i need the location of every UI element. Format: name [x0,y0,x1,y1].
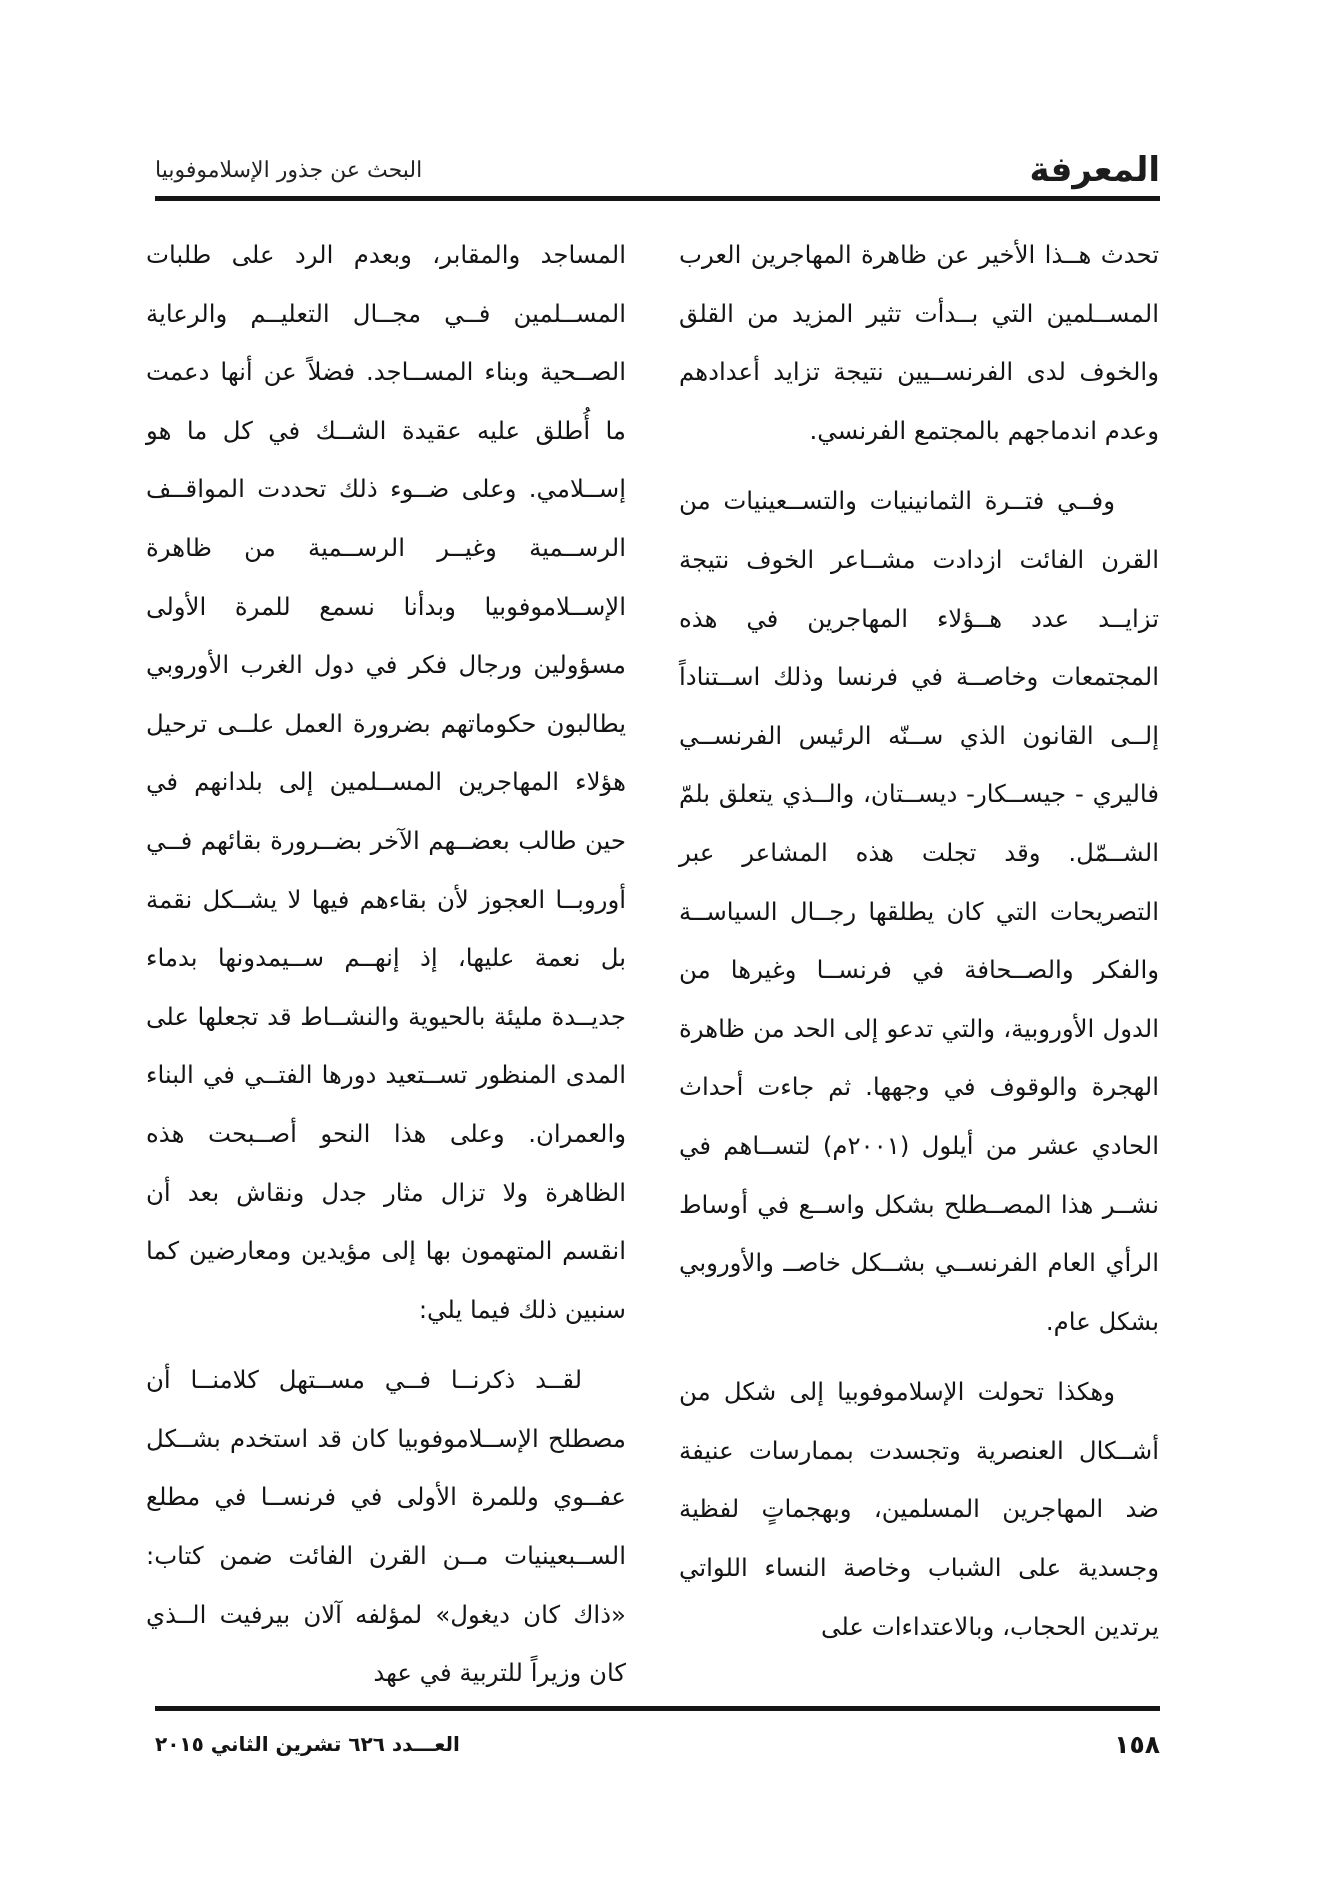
header-rule [155,196,1160,201]
paragraph: لقــد ذكرنــا فــي مســتهل كلامنــا أن مصطلح الإســلاموفوبيا كان قد استخدم بشــكل عفــوي وللمرة الأولى في فرنســا في مطلع الســبعينيات مــن القرن الفائت ضمن كتاب: «ذاك كان ديغول» لمؤلفه آلان بيرفيت الــذي كان وزيراً للتربية في عهد [146,1365,626,1688]
paragraph: تحدث هــذا الأخير عن ظاهرة المهاجرين العرب المســلمين التي بــدأت تثير المزيد من القلق والخوف لدى الفرنســيين نتيجة تزايد أعدادهم وعدم اندماجهم بالمجتمع الفرنسي. [679,240,1159,445]
magazine-logo: المعرفة [1029,150,1160,190]
paragraph: المساجد والمقابر، وبعدم الرد على طلبات المســلمين فــي مجــال التعليــم والرعاية الصــحية وبناء المســاجد. فضلاً عن أنها دعمت ما أُطلق عليه عقيدة الشــك في كل ما هو إســلامي. وعلى ضــوء ذلك تحددت المواقــف الرســمية وغيــر الرســمية من ظاهرة الإســلاموفوبيا وبدأنا نسمع للمرة الأولى مسؤولين ورجال فكر في دول الغرب الأوروبي يطالبون حكوماتهم بضرورة العمل علــى ترحيل هؤلاء المهاجرين المســلمين إلى بلدانهم في حين طالب بعضــهم الآخر بضــرورة بقائهم فــي أوروبــا العجوز لأن بقاءهم فيها لا يشــكل نقمة بل نعمة عليها، إذ إنهــم ســيمدونها بدماء جديــدة مليئة بالحيوية والنشــاط قد تجعلها على المدى المنظور تســتعيد دورها الفتــي في البناء والعمران. وعلى هذا النحو أصــبحت هذه الظاهرة ولا تزال مثار جدل ونقاش بعد أن انقسم المتهمون بها إلى مؤيدين ومعارضين كما سنبين ذلك فيما يلي: [146,240,626,1324]
page-header [155,150,1160,192]
page-number: ١٥٨ [1114,1730,1160,1759]
issue-info: العـــدد ٦٢٦ تشرين الثاني ٢٠١٥ [155,1732,460,1756]
right-column [679,226,1159,1668]
page-footer [155,1730,1160,1770]
paragraph: وفــي فتــرة الثمانينيات والتســعينيات من القرن الفائت ازدادت مشــاعر الخوف نتيجة تزايــد عدد هــؤلاء المهاجرين في هذه المجتمعات وخاصــة في فرنسا وذلك اســتناداً إلــى القانون الذي ســنّه الرئيس الفرنســي فاليري - جيســكار- ديســتان، والــذي يتعلق بلمّ الشــمّل. وقد تجلت هذه المشاعر عبر التصريحات التي كان يطلقها رجــال السياســة والفكر والصــحافة في فرنســا وغيرها من الدول الأوروبية، والتي تدعو إلى الحد من ظاهرة الهجرة والوقوف في وجهها. ثم جاءت أحداث الحادي عشر من أيلول (٢٠٠١م) لتســاهم في نشــر هذا المصــطلح بشكل واســع في أوساط الرأي العام الفرنســي بشــكل خاصــ والأوروبي بشكل عام. [679,486,1160,1336]
left-column [146,226,626,1715]
running-title: البحث عن جذور الإسلاموفوبيا [155,158,423,183]
paragraph: وهكذا تحولت الإسلاموفوبيا إلى شكل من أشــكال العنصرية وتجسدت بممارسات عنيفة ضد المهاجرين المسلمين، وبهجماتٍ لفظية وجسدية على الشباب وخاصة النساء اللواتي يرتدين الحجاب، وبالاعتداءات على [679,1377,1159,1641]
footer-rule [155,1706,1160,1711]
